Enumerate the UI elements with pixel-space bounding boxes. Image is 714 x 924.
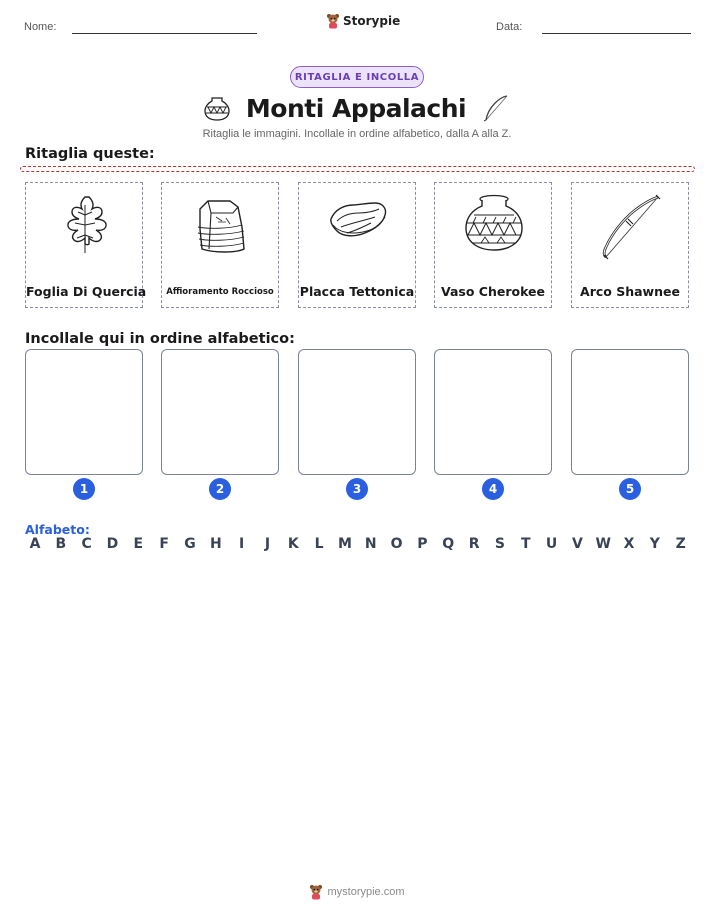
alphabet-letter: V (571, 536, 583, 552)
rock-outcrop-icon (186, 191, 256, 261)
alphabet-letter: R (468, 536, 480, 552)
alphabet-letter: P (417, 536, 428, 552)
oak-leaf-icon (50, 191, 120, 261)
alphabet-letter: T (520, 536, 531, 552)
alphabet-letter: D (106, 536, 119, 552)
alphabet-letter: N (364, 536, 377, 552)
alphabet-letter: Z (675, 536, 686, 552)
paste-box-5[interactable] (571, 349, 689, 475)
bear-mascot-icon (326, 13, 340, 29)
cut-line (20, 166, 695, 172)
cut-card-oak-leaf[interactable] (25, 182, 147, 308)
name-line[interactable] (72, 33, 257, 34)
bear-mascot-icon (309, 884, 323, 900)
bow-decoration-icon (480, 93, 512, 123)
card-label: Affioramento Roccioso (166, 287, 274, 297)
alphabet-letter: Y (649, 536, 660, 552)
date-line[interactable] (542, 33, 691, 34)
paste-box-4[interactable] (434, 349, 552, 475)
alphabet-letter: U (545, 536, 558, 552)
slot-number-badge: 5 (619, 478, 641, 500)
cut-heading: Ritaglia queste: (25, 146, 155, 162)
brand-name: Storypie (343, 14, 401, 28)
alphabet-letter: K (287, 536, 299, 552)
shawnee-bow-icon (596, 191, 666, 261)
alphabet-letter: C (81, 536, 92, 552)
alphabet-letter: H (209, 536, 222, 552)
card-label: Vaso Cherokee (440, 284, 546, 299)
alphabet-letter: Q (442, 536, 455, 552)
slot-number-badge: 3 (346, 478, 368, 500)
cut-card-rock-outcrop[interactable] (161, 182, 279, 308)
name-label: Nome: (24, 21, 57, 33)
brand-logo (326, 13, 400, 29)
cut-card-tectonic-plate[interactable] (298, 182, 416, 308)
activity-badge: RITAGLIA E INCOLLA (290, 66, 424, 88)
paste-box-1[interactable] (25, 349, 143, 475)
paste-heading: Incollale qui in ordine alfabetico: (25, 331, 295, 347)
cut-card-shawnee-bow[interactable] (571, 182, 689, 308)
alphabet-letter: I (239, 536, 245, 552)
alphabet-letter: O (390, 536, 403, 552)
footer-url[interactable]: mystorypie.com (327, 886, 405, 898)
alphabet-letter: B (55, 536, 67, 552)
slot-number-badge: 4 (482, 478, 504, 500)
pot-decoration-icon (202, 93, 232, 123)
instructions: Ritaglia le immagini. Incollale in ordine alfabetico, dalla A alla Z. (202, 128, 512, 140)
alphabet-letter: S (494, 536, 505, 552)
slot-number-badge: 1 (73, 478, 95, 500)
alphabet-letter: A (29, 536, 41, 552)
card-label: Arco Shawnee (580, 284, 680, 299)
alphabet-letter: G (184, 536, 196, 552)
alphabet-letter: J (264, 536, 271, 552)
card-label: Placca Tettonica (299, 284, 415, 299)
paste-box-3[interactable] (298, 349, 416, 475)
alphabet-letter: E (133, 536, 144, 552)
tectonic-plate-icon (323, 191, 393, 261)
alphabet-letter: X (623, 536, 635, 552)
alphabet-letter: F (159, 536, 169, 552)
cut-card-cherokee-pot[interactable] (434, 182, 552, 308)
alphabet-heading: Alfabeto: (25, 522, 90, 537)
title-row (0, 91, 714, 125)
alphabet-row (25, 536, 691, 552)
card-label: Foglia Di Quercia (26, 284, 147, 299)
alphabet-letter: L (314, 536, 324, 552)
footer (0, 884, 714, 900)
slot-number-badge: 2 (209, 478, 231, 500)
cherokee-pot-icon (459, 191, 529, 261)
page-title: Monti Appalachi (245, 93, 467, 123)
date-label: Data: (496, 21, 523, 33)
paste-box-2[interactable] (161, 349, 279, 475)
alphabet-letter: W (595, 536, 611, 552)
alphabet-letter: M (337, 536, 352, 552)
